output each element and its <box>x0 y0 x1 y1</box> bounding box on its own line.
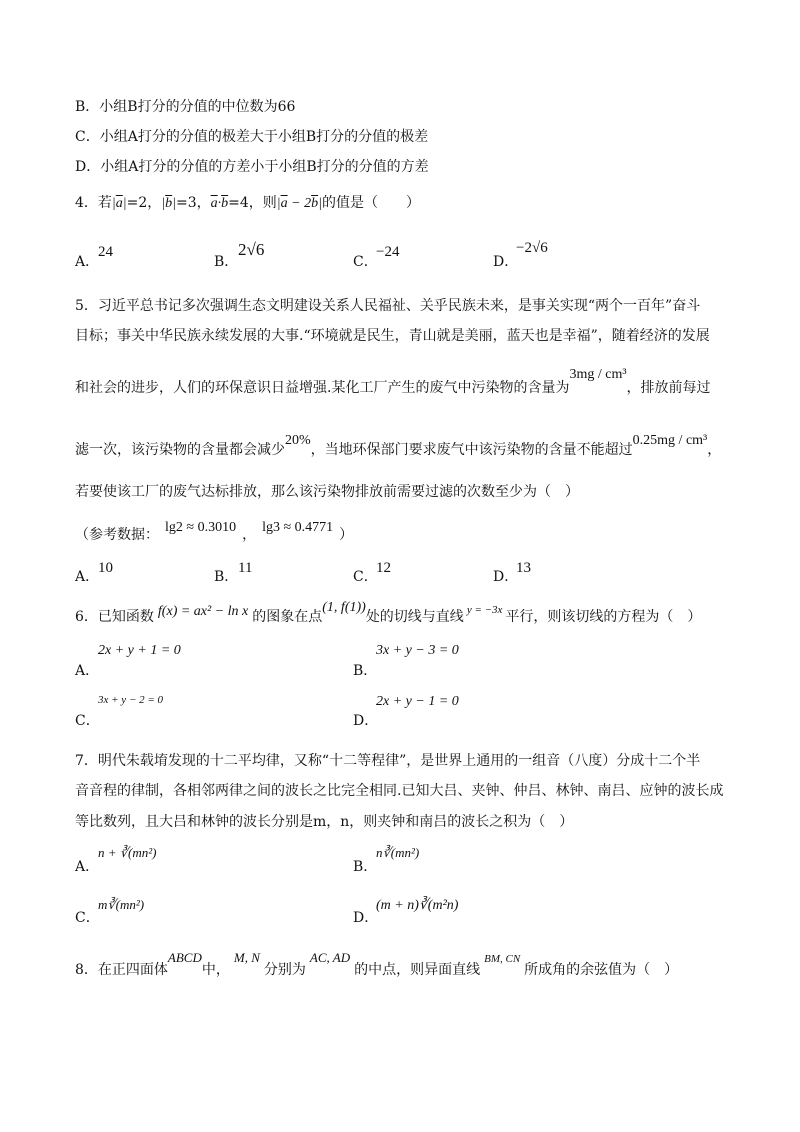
q5-line-1: 5．习近平总书记多次强调生态文明建设关系人民福祉、关乎民族未来，是事关实现“两个一百年”奋斗 <box>75 298 701 314</box>
q6-text-b: 的图象在点 <box>252 609 323 625</box>
q5-option-a-label: A． <box>75 569 100 585</box>
q8-tetrahedron: ABCD <box>167 950 202 965</box>
q7-option-a-value: n + ∛(mn²) <box>98 845 157 860</box>
q5-reference-comma: ， <box>242 527 257 543</box>
q5-line-4 <box>75 433 722 461</box>
q8-text-c: 分别为 <box>263 962 306 978</box>
q5-option-c-value: 12 <box>376 560 391 576</box>
q4-c2: =3， <box>176 195 211 211</box>
q6-line: y = −3x <box>466 604 503 616</box>
q4-prefix: 4．若 <box>75 195 112 211</box>
q6-option-d-label: D． <box>353 713 379 729</box>
q5-lg2: lg2 ≈ 0.3010 <box>165 520 237 535</box>
q5-line-4-end: ， <box>707 442 722 458</box>
q8-text-d: 的中点，则异面直线 <box>354 962 481 978</box>
q4-option-b-label: B． <box>214 254 239 270</box>
q5-line-5: 若要使该工厂的废气达标排放，那么该污染物排放前需要过滤的次数至少为（ ） <box>75 484 579 500</box>
q4-option-a-value: 24 <box>98 244 113 260</box>
q4-dot: $\overline{a}\cdot\overline{b}$ <box>210 196 229 211</box>
q4-stem <box>75 193 420 214</box>
q4-abs-b: $|\overline{b}|$ <box>161 196 176 211</box>
q8-text-a: 8．在正四面体 <box>75 962 168 978</box>
q6-option-b-label: B． <box>353 663 378 679</box>
q5-option-d-value: 13 <box>516 560 531 576</box>
q4-option-d-value: −2√6 <box>516 240 548 256</box>
q4-c1: =2， <box>126 195 162 211</box>
q7-option-b-label: B． <box>353 859 378 875</box>
q8-lines: BM, CN <box>484 953 521 965</box>
q5-option-c-label: C． <box>353 569 378 585</box>
q5-initial-content: 3mg / cm³ <box>569 367 627 382</box>
q4-option-b-value: 2√6 <box>238 240 265 259</box>
q5-line-3-end: ，排放前每过 <box>626 380 711 396</box>
q5-line-4-text: 滤一次，该污染物的含量都会减少 <box>75 442 285 458</box>
q4-option-a-label: A． <box>75 254 100 270</box>
q6-function: f(x) = ax² − ln x <box>157 604 249 619</box>
q6-option-c-label: C． <box>75 713 100 729</box>
q8-points: M, N <box>233 950 260 965</box>
q5-reference-label: （参考数据： <box>75 527 159 543</box>
q5-lg3: lg3 ≈ 0.4771 <box>262 520 334 535</box>
q6-point: (1, f(1)) <box>322 600 366 615</box>
q8-stem <box>75 950 679 981</box>
q8-text-e: 所成角的余弦值为（ ） <box>524 962 679 978</box>
q4-c3: =4，则 <box>228 195 277 211</box>
q5-line-2: 目标；事关中华民族永续发展的大事.“环境就是民生，青山就是美丽，蓝天也是幸福”，随着经济的发展 <box>75 328 710 344</box>
q6-text-a: 6．已知函数 <box>75 609 154 625</box>
q5-line-3-text: 和社会的进步，人们的环保意识日益增强.某化工厂产生的废气中污染物的含量为 <box>75 380 570 396</box>
q7-line-1: 7．明代朱载堉发现的十二平均律，又称“十二等程律”，是世界上通用的一组音（八度）分成十二个半 <box>75 753 701 769</box>
q5-option-b-label: B． <box>214 569 239 585</box>
q7-line-2: 音音程的律制，各相邻两律之间的波长之比完全相同.已知大吕、夹钟、仲吕、林钟、南吕、应钟的波长成 <box>75 783 724 799</box>
q8-text-b: 中， <box>201 962 230 978</box>
q5-line-6 <box>75 520 354 546</box>
q3-option-c: C．小组A打分的分值的极差大于小组B打分的分值的极差 <box>75 129 429 145</box>
q6-option-a-value: 2x + y + 1 = 0 <box>98 643 181 658</box>
q7-option-c-value: m∛(mn²) <box>98 897 145 912</box>
q5-reduction-percent: 20% <box>285 433 311 448</box>
q7-option-b-value: n∛(mn²) <box>376 845 420 860</box>
q6-option-c-value: 3x + y − 2 = 0 <box>98 694 164 706</box>
q5-line-3 <box>75 367 711 399</box>
q5-option-b-value: 11 <box>238 560 253 576</box>
q4-option-d-label: D． <box>493 254 519 270</box>
q4-abs-expr: $|\overline{a} - 2\overline{b}|$ <box>276 196 322 211</box>
q5-option-a-value: 10 <box>98 560 113 576</box>
q7-option-d-value: (m + n)∛(m²n) <box>376 898 459 913</box>
q7-line-3: 等比数列，且大吕和林钟的波长分别是m，n，则夹钟和南吕的波长之积为（ ） <box>75 814 574 830</box>
q5-reference-end: ） <box>339 527 354 543</box>
q7-option-c-label: C． <box>75 910 100 926</box>
q6-option-b-value: 3x + y − 3 = 0 <box>376 643 459 658</box>
q8-edges: AC, AD <box>309 950 351 965</box>
q4-suffix: 的值是（ ） <box>321 195 420 211</box>
q6-option-a-label: A． <box>75 663 100 679</box>
q3-option-d: D．小组A打分的分值的方差小于小组B打分的分值的方差 <box>75 159 429 175</box>
q5-option-d-label: D． <box>493 569 519 585</box>
q7-option-a-label: A． <box>75 859 100 875</box>
q6-text-c: 处的切线与直线 <box>365 609 464 625</box>
q7-option-d-label: D． <box>353 910 379 926</box>
q6-stem <box>75 600 702 628</box>
q6-option-d-value: 2x + y − 1 = 0 <box>376 694 459 709</box>
q4-option-c-label: C． <box>353 254 378 270</box>
q5-line-4-mid: ，当地环保部门要求废气中该污染物的含量不能超过 <box>310 442 633 458</box>
q4-option-c-value: −24 <box>376 244 400 260</box>
q6-text-d: 平行，则该切线的方程为（ ） <box>505 609 702 625</box>
q5-limit-content: 0.25mg / cm³ <box>632 433 708 448</box>
q4-abs-a: $|\overline{a}|$ <box>111 196 127 211</box>
q3-option-b: B．小组B打分的分值的中位数为66 <box>75 99 296 115</box>
